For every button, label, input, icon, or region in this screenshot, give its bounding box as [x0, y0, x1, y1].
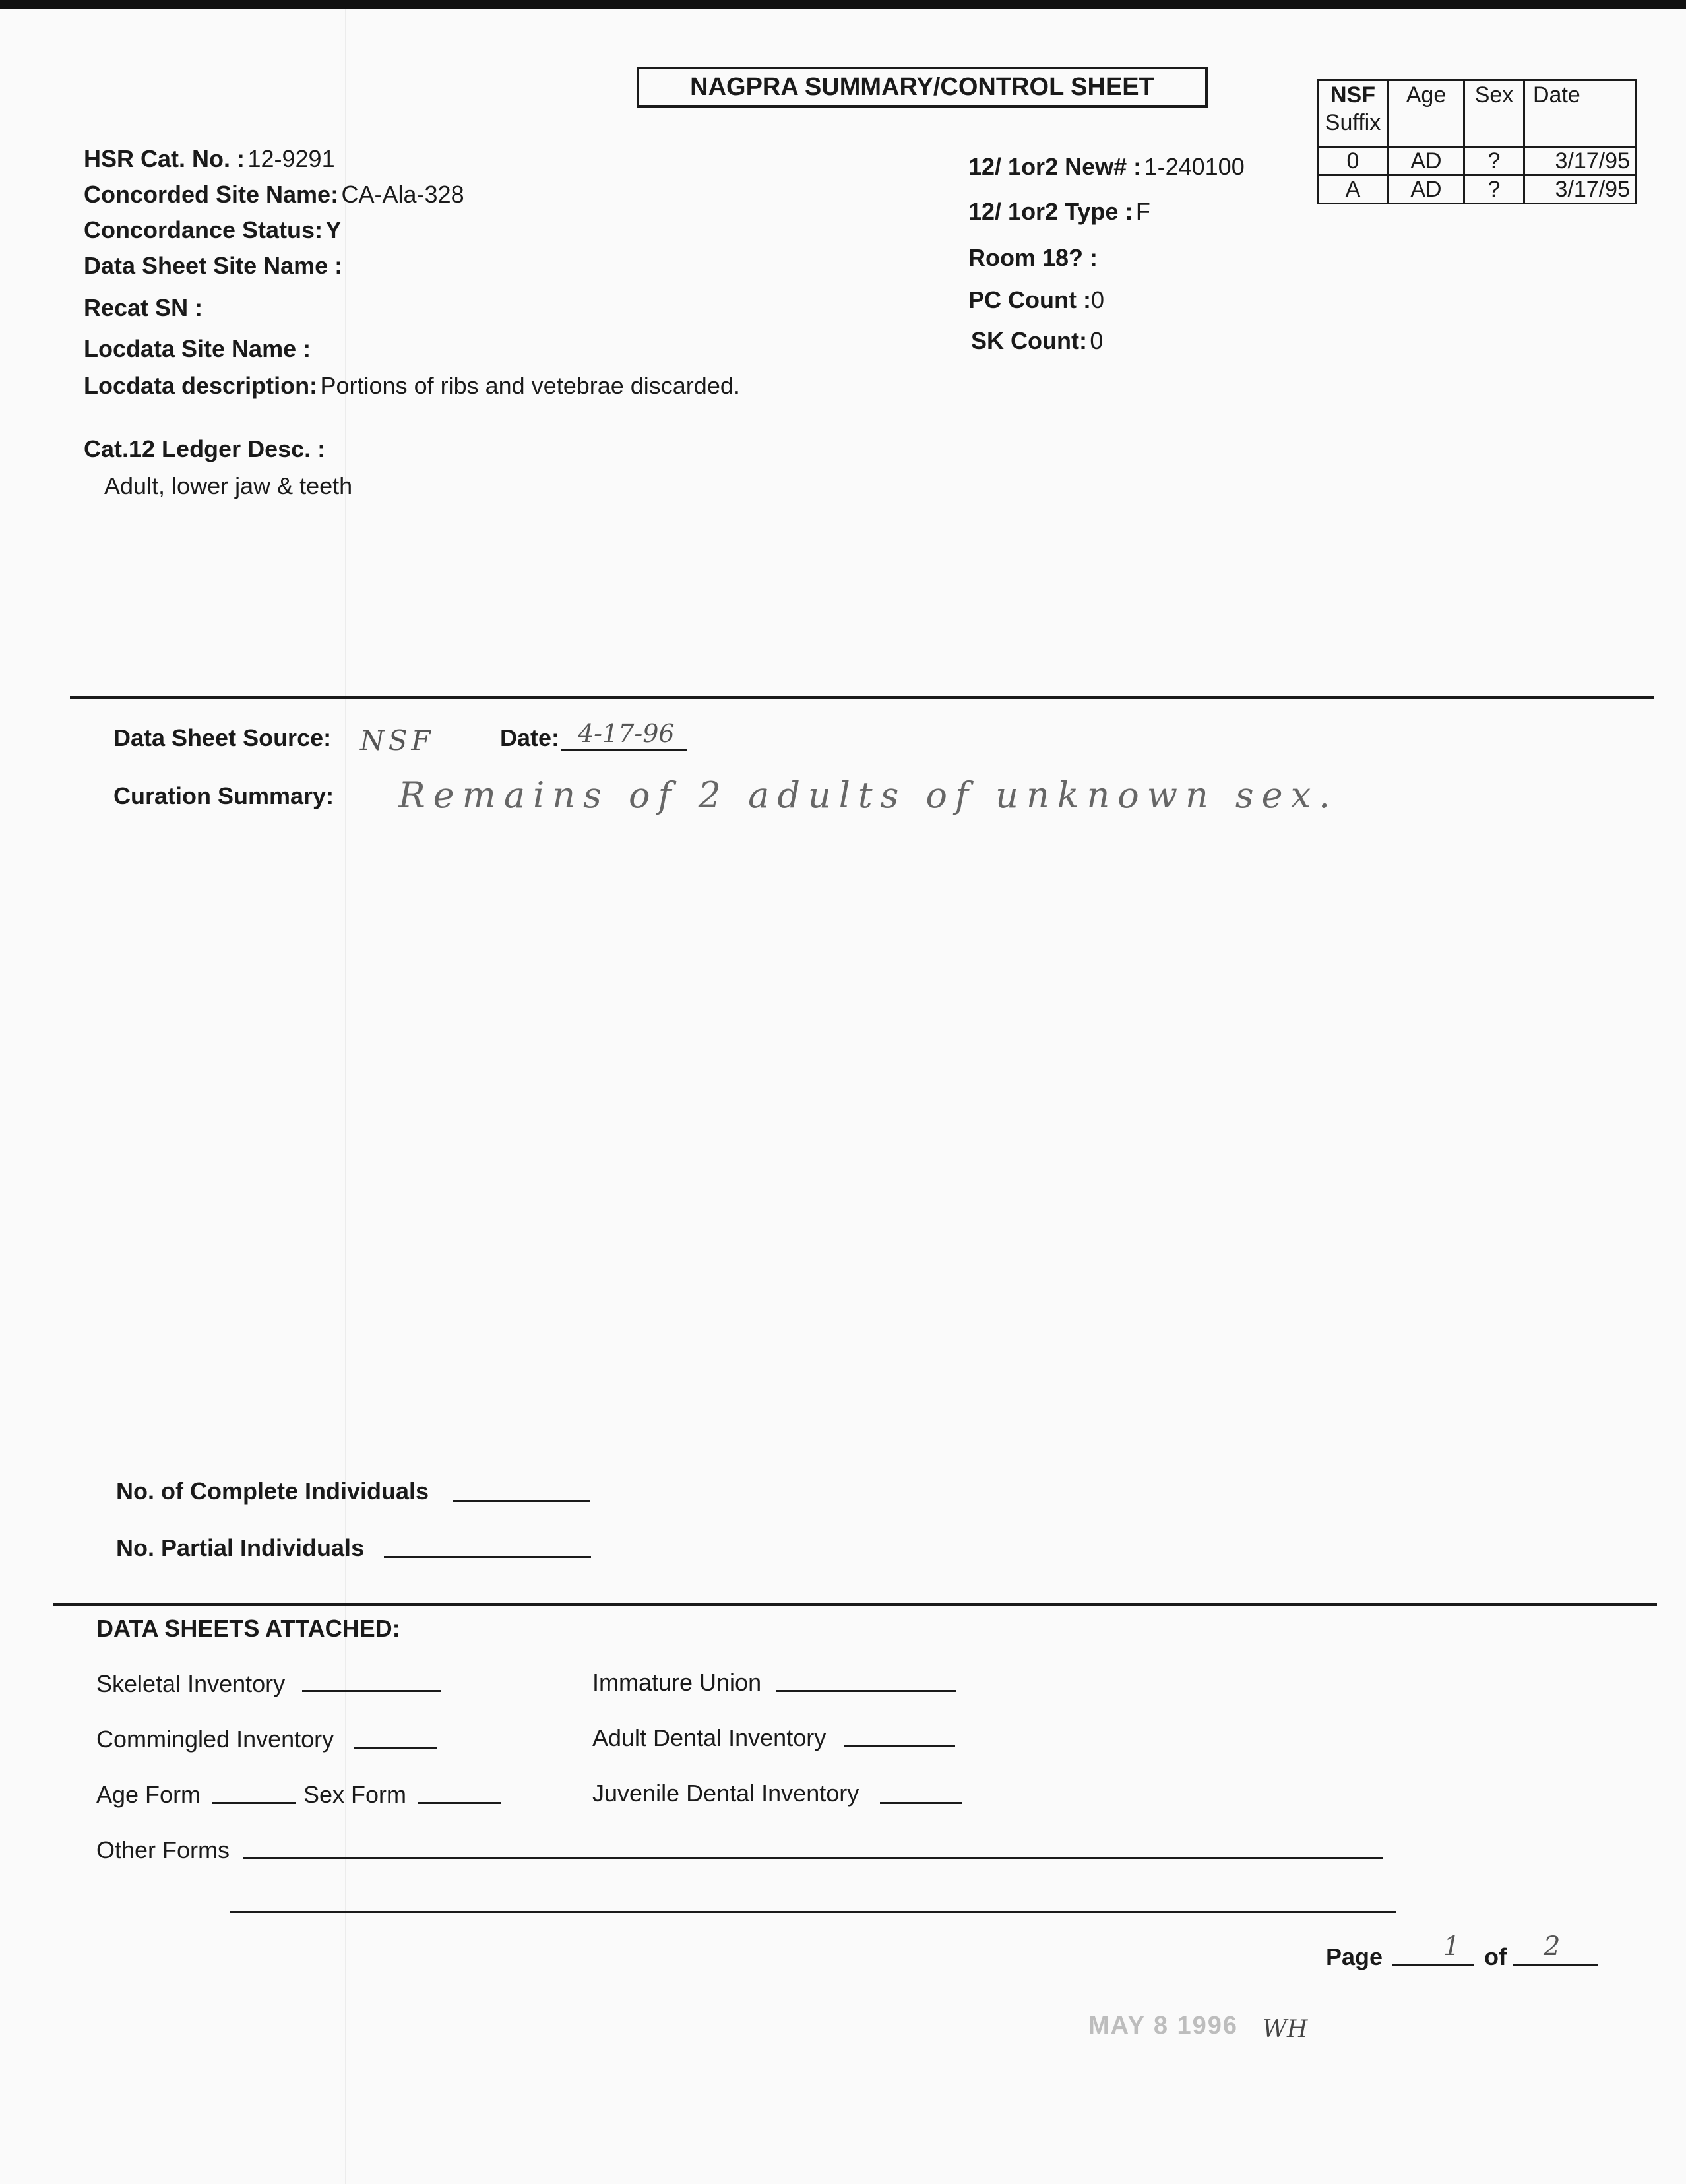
pc-count-label: PC Count :: [968, 286, 1091, 313]
concordance-status-field: [84, 216, 342, 244]
skeletal-inventory-line: [302, 1690, 441, 1692]
data-sheet-source-label: Data Sheet Source:: [113, 724, 332, 751]
section-divider: [53, 1603, 1657, 1606]
nsf-table-header: [1318, 80, 1637, 147]
other-forms-line-2: [230, 1911, 1396, 1913]
partial-individuals-line: [384, 1556, 591, 1558]
new-number-value: 1-240100: [1144, 153, 1245, 180]
curation-summary-value: Remains of 2 adults of unknown sex.: [398, 774, 1338, 816]
complete-individuals-line: [453, 1500, 590, 1502]
page-number: 1: [1443, 1931, 1460, 1962]
locdata-description-value: Portions of ribs and vetebrae discarded.: [320, 372, 740, 399]
skeletal-inventory-label: Skeletal Inventory: [96, 1670, 286, 1697]
form-title: NAGPRA SUMMARY/CONTROL SHEET: [637, 67, 1208, 108]
recat-sn-label: Recat SN :: [84, 294, 203, 321]
pc-count-value: 0: [1090, 286, 1104, 313]
page-total: 2: [1544, 1931, 1561, 1962]
nsf-header-line1: NSF: [1330, 82, 1375, 108]
date-label: Date:: [500, 724, 560, 751]
concorded-site-name-label: Concorded Site Name:: [84, 181, 339, 208]
immature-union-label: Immature Union: [592, 1669, 762, 1696]
concordance-status-label: Concordance Status:: [84, 216, 323, 243]
page-label: Page: [1326, 1943, 1383, 1970]
data-sheet-source-value: NSF: [360, 724, 435, 757]
nsf-suffix-cell: A: [1318, 175, 1389, 204]
date-underline: [561, 749, 687, 751]
date-value: 4-17-96: [578, 719, 675, 748]
section-divider: [70, 696, 1654, 699]
other-forms-line: [243, 1857, 1383, 1859]
nsf-table: [1317, 79, 1637, 204]
age-cell: AD: [1389, 175, 1464, 204]
ledger-desc-label: Cat.12 Ledger Desc. :: [84, 435, 326, 462]
sk-count-value: 0: [1090, 327, 1104, 354]
partial-individuals-label: No. Partial Individuals: [116, 1534, 365, 1561]
received-date-stamp: MAY 8 1996: [1088, 2012, 1239, 2040]
curation-summary-label: Curation Summary:: [113, 782, 334, 809]
complete-individuals-label: No. of Complete Individuals: [116, 1478, 429, 1505]
ledger-desc-value: Adult, lower jaw & teeth: [104, 472, 353, 499]
table-row: [1318, 147, 1637, 175]
hsr-cat-no-field: [84, 145, 335, 173]
data-sheet-site-name-label: Data Sheet Site Name :: [84, 252, 343, 279]
type-value: F: [1135, 198, 1150, 225]
nsf-header-line2: Suffix: [1325, 110, 1381, 135]
date-cell: 3/17/95: [1524, 175, 1637, 204]
new-number-label: 12/ 1or2 New# :: [968, 153, 1142, 180]
room18-label: Room 18? :: [968, 244, 1098, 271]
sex-cell: ?: [1464, 175, 1524, 204]
of-label: of: [1484, 1943, 1507, 1970]
sex-form-line: [418, 1802, 501, 1804]
immature-union-line: [776, 1690, 956, 1692]
nsf-suffix-cell: 0: [1318, 147, 1389, 175]
page-number-line: [1392, 1964, 1474, 1966]
adult-dental-inventory-label: Adult Dental Inventory: [592, 1724, 827, 1751]
locdata-site-name-label: Locdata Site Name :: [84, 335, 311, 362]
sk-count-label: SK Count:: [971, 327, 1087, 354]
concorded-site-name-field: [84, 181, 464, 208]
nsf-suffix-header: [1318, 80, 1389, 147]
age-form-label: Age Form: [96, 1781, 201, 1808]
page-total-line: [1513, 1964, 1598, 1966]
scan-edge: [0, 0, 1686, 9]
type-label: 12/ 1or2 Type :: [968, 198, 1133, 225]
age-form-line: [212, 1802, 296, 1804]
sex-cell: ?: [1464, 147, 1524, 175]
date-cell: 3/17/95: [1524, 147, 1637, 175]
sex-header: Sex: [1464, 80, 1524, 147]
sex-form-label: Sex Form: [303, 1781, 407, 1808]
age-cell: AD: [1389, 147, 1464, 175]
date-header: Date: [1524, 80, 1637, 147]
hsr-cat-no-label: HSR Cat. No. :: [84, 145, 245, 172]
juvenile-dental-inventory-label: Juvenile Dental Inventory: [592, 1780, 859, 1807]
new-number-field: [968, 153, 1245, 181]
commingled-inventory-line: [354, 1747, 437, 1749]
locdata-description-field: [84, 372, 740, 400]
concorded-site-name-value: CA-Ala-328: [341, 181, 464, 208]
hsr-cat-no-value: 12-9291: [247, 145, 335, 172]
other-forms-label: Other Forms: [96, 1836, 230, 1863]
stamp-initials: WH: [1263, 2016, 1308, 2043]
locdata-description-label: Locdata description:: [84, 372, 318, 399]
sk-count-field: [971, 327, 1103, 355]
table-row: [1318, 175, 1637, 204]
juvenile-dental-inventory-line: [880, 1802, 962, 1804]
type-field: [968, 198, 1150, 226]
age-header: Age: [1389, 80, 1464, 147]
pc-count-field: [968, 286, 1104, 314]
concordance-status-value: Y: [325, 216, 342, 243]
adult-dental-inventory-line: [844, 1745, 955, 1747]
attached-heading: DATA SHEETS ATTACHED:: [96, 1615, 400, 1642]
commingled-inventory-label: Commingled Inventory: [96, 1726, 334, 1753]
